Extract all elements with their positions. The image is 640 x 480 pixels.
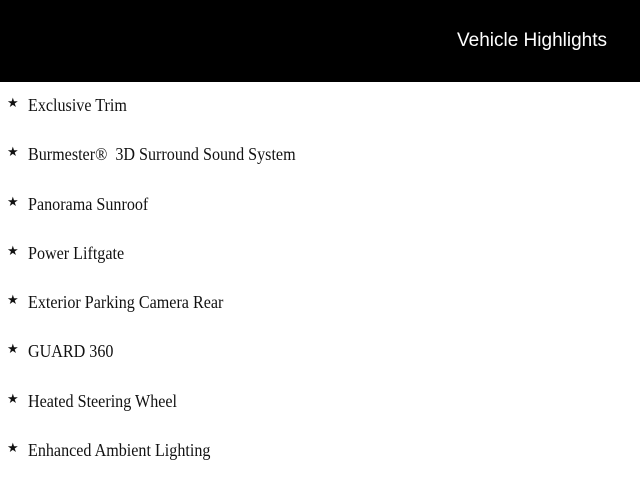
star-icon: ★ [7,243,19,259]
list-item [0,328,640,377]
page-title: Vehicle Highlights [457,30,607,51]
highlight-label: Panorama Sunroof [28,193,149,214]
highlight-label: Enhanced Ambient Lighting [28,440,211,461]
list-item [0,230,640,279]
list-item [0,427,640,476]
star-icon: ★ [7,342,19,358]
highlight-label: Power Liftgate [28,242,125,263]
highlight-label: Heated Steering Wheel [28,390,178,411]
highlight-label: Exterior Parking Camera Rear [28,292,224,313]
header-bar [0,0,640,82]
highlight-label: GUARD 360 [28,341,114,362]
list-item [0,82,640,131]
star-icon: ★ [7,145,19,161]
star-icon: ★ [7,293,19,309]
star-icon: ★ [7,441,19,457]
highlight-label: Burmester® 3D Surround Sound System [28,144,296,165]
list-item [0,378,640,427]
list-item [0,279,640,328]
star-icon: ★ [7,391,19,407]
list-item [0,181,640,230]
star-icon: ★ [7,96,19,111]
highlight-label: Exclusive Trim [28,95,127,115]
star-icon: ★ [7,194,19,210]
highlights-list [0,82,640,476]
list-item [0,131,640,180]
